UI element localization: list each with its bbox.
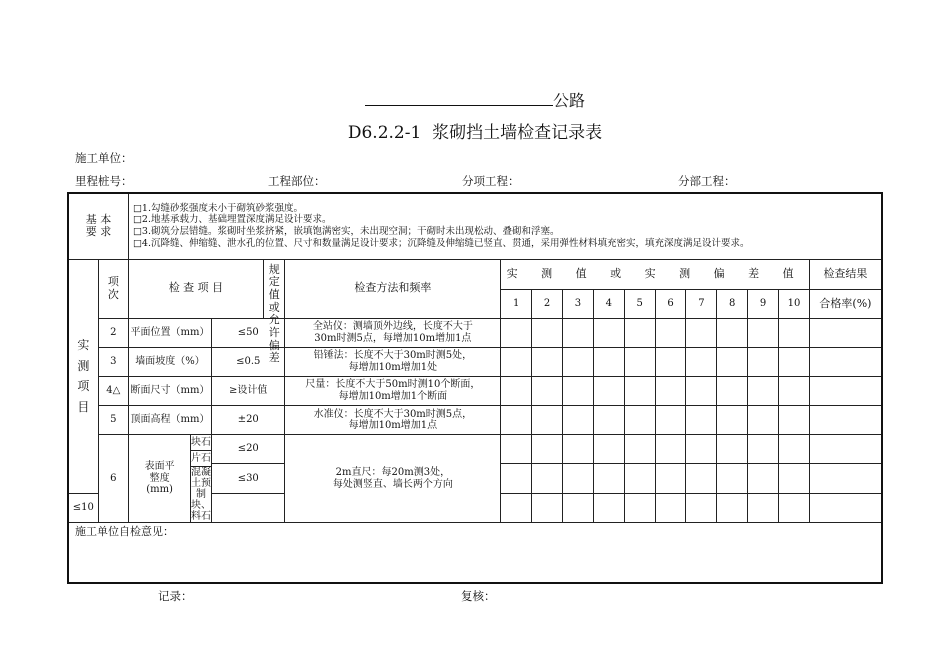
inspection-table [67, 192, 883, 584]
value-cell[interactable] [717, 464, 748, 493]
value-cell[interactable] [563, 318, 594, 347]
value-cell[interactable] [686, 435, 717, 464]
value-cell[interactable] [779, 405, 810, 434]
value-cell[interactable] [655, 376, 686, 405]
method-line: 2m直尺：每20m测3处， [335, 467, 451, 479]
value-cell[interactable] [563, 493, 594, 522]
value-cell[interactable] [624, 318, 655, 347]
value-cell[interactable] [624, 405, 655, 434]
basic-requirements-text [128, 193, 882, 259]
recorder-label: 记录： [158, 589, 193, 603]
row-item: 平面位置（mm） [128, 318, 211, 347]
value-cell[interactable] [501, 376, 532, 405]
opinion-label: 施工单位自检意见： [75, 525, 174, 539]
value-cell[interactable] [748, 464, 779, 493]
basic-label-line2: 要 求 [85, 225, 112, 239]
col-number: 6 [655, 290, 686, 319]
value-cell[interactable] [501, 435, 532, 464]
value-cell[interactable] [563, 376, 594, 405]
col-number: 8 [717, 290, 748, 319]
flatness-subtable [128, 435, 211, 523]
result-header: 检查结果 [809, 259, 882, 290]
value-cell[interactable] [748, 435, 779, 464]
value-cell[interactable] [593, 347, 624, 376]
value-cell[interactable] [748, 347, 779, 376]
value-cell[interactable] [717, 435, 748, 464]
flatness-label-line: (mm) [146, 484, 173, 496]
spec-header-line1: 规定值或 [268, 262, 280, 314]
row-no: 2 [98, 318, 128, 347]
result-cell[interactable] [809, 318, 882, 347]
value-cell[interactable] [593, 318, 624, 347]
row-method [285, 347, 501, 376]
value-cell[interactable] [624, 464, 655, 493]
value-cell[interactable] [593, 405, 624, 434]
division-label: 分部工程： [678, 174, 736, 188]
value-cell[interactable] [686, 318, 717, 347]
value-cell[interactable] [593, 376, 624, 405]
reviewer-label: 复核： [461, 589, 496, 603]
form-name: 浆砌挡土墙检查记录表 [432, 123, 603, 143]
value-cell[interactable] [686, 464, 717, 493]
row-spec: ≤20 [212, 435, 285, 464]
self-inspection-opinion[interactable] [68, 523, 882, 583]
value-cell[interactable] [655, 318, 686, 347]
seq-header-line2: 次 [107, 287, 119, 301]
row-method [285, 318, 501, 347]
spec-header-line2: 允许偏差 [268, 313, 280, 365]
method-line: 30m时测5点，每增加10m增加1点 [314, 332, 472, 344]
value-cell[interactable] [717, 347, 748, 376]
flatness-label-line: 整度 [149, 472, 170, 484]
value-cell[interactable] [717, 376, 748, 405]
value-cell[interactable] [532, 405, 563, 434]
value-cell[interactable] [655, 493, 686, 522]
form-title [0, 118, 950, 143]
value-cell[interactable] [563, 347, 594, 376]
method-line: 每增加10m增加1点 [348, 420, 438, 432]
row-spec: ≥设计值 [212, 376, 285, 405]
requirement-item[interactable]: □4.沉降缝、伸缩缝、泄水孔的位置、尺寸和数量满足设计要求；沉降缝及伸缩缝已竖直、贯通，采用弹性材料填充密实，填充深度满足设计要求。 [132, 238, 750, 250]
value-cell[interactable] [624, 376, 655, 405]
value-cell[interactable] [748, 318, 779, 347]
result-cell[interactable] [809, 435, 882, 464]
value-cell[interactable] [501, 464, 532, 493]
value-cell[interactable] [717, 493, 748, 522]
col-number: 7 [686, 290, 717, 319]
row-method [285, 435, 501, 523]
sub-item-name: 片石 [191, 451, 211, 467]
col-number: 5 [624, 290, 655, 319]
method-line: 水准仪：长度不大于30m时测5点， [313, 408, 473, 420]
form-code: D6.2.2-1 [347, 123, 422, 143]
construction-unit-label: 施工单位： [75, 151, 133, 165]
col-number: 10 [779, 290, 810, 319]
requirement-item[interactable]: □1.勾缝砂浆强度未小于砌筑砂浆强度。 [132, 202, 303, 214]
measured-values-header [501, 259, 810, 290]
value-cell[interactable] [748, 405, 779, 434]
seq-header [98, 259, 128, 318]
result-cell[interactable] [809, 464, 882, 493]
value-cell[interactable] [779, 347, 810, 376]
row-no: 4△ [98, 376, 128, 405]
station-label: 里程桩号： [75, 174, 133, 188]
basic-label-line1: 基 本 [85, 212, 112, 226]
value-cell[interactable] [779, 464, 810, 493]
flatness-label [129, 435, 190, 522]
flatness-row [68, 435, 882, 464]
table-row [68, 347, 882, 376]
basic-requirements-label [68, 193, 128, 259]
value-cell[interactable] [717, 318, 748, 347]
row-spec: ≤0.5 [212, 347, 285, 376]
row-no: 6 [98, 435, 128, 523]
value-cell[interactable] [593, 435, 624, 464]
row-spec: ±20 [212, 405, 285, 434]
row-method [285, 405, 501, 434]
sub-item-name: 块石 [191, 435, 211, 451]
value-cell[interactable] [563, 464, 594, 493]
table-row [68, 376, 882, 405]
header-row-1 [68, 259, 882, 290]
value-cell[interactable] [686, 347, 717, 376]
value-cell[interactable] [686, 493, 717, 522]
road-title [0, 88, 950, 111]
value-cell[interactable] [532, 347, 563, 376]
result-cell[interactable] [779, 493, 810, 522]
value-cell[interactable] [624, 435, 655, 464]
row-spec: ≤10 [68, 493, 98, 522]
seq-header-line1: 项 [107, 275, 119, 289]
value-cell[interactable] [779, 376, 810, 405]
item-header: 检 查 项 目 [168, 281, 224, 295]
method-line: 每处测竖直、墙长两个方向 [332, 478, 453, 490]
row-no: 3 [98, 347, 128, 376]
value-cell[interactable] [501, 347, 532, 376]
opinion-row [68, 523, 882, 583]
value-cell[interactable] [532, 435, 563, 464]
row-item: 断面尺寸（mm） [128, 376, 211, 405]
row-method [285, 376, 501, 405]
value-cell[interactable] [779, 318, 810, 347]
value-cell[interactable] [563, 435, 594, 464]
value-cell[interactable] [655, 435, 686, 464]
col-number: 9 [748, 290, 779, 319]
section-char: 测 [77, 358, 90, 373]
value-cell[interactable] [501, 318, 532, 347]
method-line: 全站仪：测墙顶外边线，长度不大于 [312, 321, 473, 333]
col-number: 4 [593, 290, 624, 319]
col-number: 2 [532, 290, 563, 319]
col-number: 3 [563, 290, 594, 319]
value-cell[interactable] [593, 493, 624, 522]
method-header: 检查方法和频率 [285, 259, 501, 318]
sub-item-label: 分项工程： [462, 174, 520, 188]
section-char: 项 [77, 379, 90, 394]
value-cell[interactable] [655, 464, 686, 493]
section-char: 实 [77, 338, 90, 353]
row-item: 顶面高程（mm） [128, 405, 211, 434]
road-suffix: 公路 [552, 91, 585, 110]
value-cell[interactable] [686, 376, 717, 405]
measured-items-label [68, 259, 98, 493]
basic-requirements-row [68, 193, 882, 259]
value-cell[interactable] [532, 464, 563, 493]
value-cell[interactable] [212, 493, 285, 522]
measured-values-text: 实 测 值 或 实 测 偏 差 值 [506, 267, 804, 281]
table-row [68, 318, 882, 347]
value-cell[interactable] [624, 493, 655, 522]
work-part-label: 工程部位： [268, 174, 326, 188]
result-cell[interactable] [809, 347, 882, 376]
road-name-blank [365, 91, 553, 106]
value-cell[interactable] [593, 464, 624, 493]
requirement-item[interactable]: □2.地基承载力、基础埋置深度满足设计要求。 [132, 214, 332, 226]
sub-item-name-line: 块、料石 [191, 500, 212, 523]
value-cell[interactable] [501, 493, 532, 522]
value-cell[interactable] [717, 405, 748, 434]
value-cell[interactable] [686, 405, 717, 434]
section-char: 目 [77, 399, 90, 414]
row-item: 墙面坡度（%） [128, 347, 211, 376]
value-cell[interactable] [563, 405, 594, 434]
col-number: 1 [501, 290, 532, 319]
requirement-item[interactable]: □3.砌筑分层错缝。浆砌时坐浆挤紧，嵌填饱满密实，未出现空洞；干砌时未出现松动、叠砌和浮塞。 [132, 226, 560, 238]
value-cell[interactable] [532, 318, 563, 347]
value-cell[interactable] [748, 493, 779, 522]
value-cell[interactable] [748, 376, 779, 405]
result-cell[interactable] [809, 405, 882, 434]
table-row [68, 405, 882, 434]
flatness-label-line: 表面平 [144, 461, 175, 473]
value-cell[interactable] [624, 347, 655, 376]
pass-rate-header: 合格率(%) [809, 290, 882, 319]
method-line: 每增加10m增加1个断面 [338, 390, 448, 402]
flatness-sub-names [191, 435, 211, 522]
row-spec: ≤50 [212, 318, 285, 347]
method-line: 尺量：长度不大于50m时测10个断面， [305, 379, 481, 391]
value-cell[interactable] [779, 435, 810, 464]
value-cell[interactable] [655, 405, 686, 434]
row-no: 5 [98, 405, 128, 434]
result-cell[interactable] [809, 376, 882, 405]
method-line: 每增加10m增加1处 [348, 361, 438, 373]
spec-header [264, 260, 285, 365]
value-cell[interactable] [501, 405, 532, 434]
method-line: 铅锤法：长度不大于30m时测5处， [313, 350, 473, 362]
sub-item-name [191, 467, 211, 522]
value-cell[interactable] [532, 376, 563, 405]
row-spec: ≤30 [212, 464, 285, 493]
sub-item-name-line: 混凝土预制 [191, 467, 212, 501]
value-cell[interactable] [655, 347, 686, 376]
value-cell[interactable] [532, 493, 563, 522]
